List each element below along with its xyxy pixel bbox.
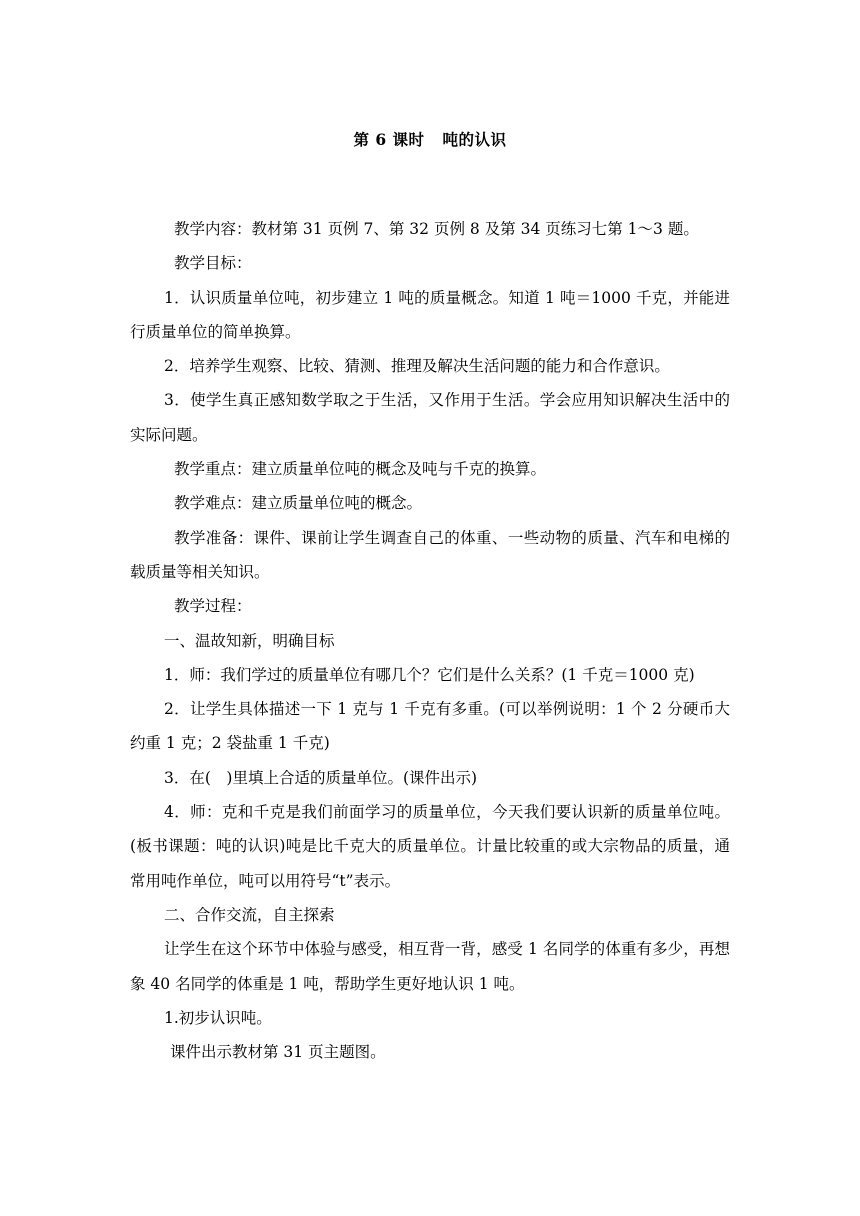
teaching-objectives-heading: 教学目标： bbox=[174, 254, 252, 273]
teaching-content: 教学内容：教材第 31 页例 7、第 32 页例 8 及第 34 页练习七第 1～3 题。 bbox=[174, 220, 699, 238]
section-heading-1: 一、温故知新，明确目标 bbox=[164, 631, 335, 650]
step-heading-1: 1.初步认识吨。 bbox=[164, 1008, 272, 1027]
teaching-preparation: 教学准备：课件、课前让学生调查自己的体重、一些动物的质量、汽车和电梯的载质量等相关知识。 bbox=[130, 528, 730, 581]
lesson-topic: 吨的认识 bbox=[442, 130, 507, 149]
teaching-key-point: 教学重点：建立质量单位吨的概念及吨与千克的换算。 bbox=[174, 460, 547, 479]
objective-item-3: 3．使学生真正感知数学取之于生活，又作用于生活。学会应用知识解决生活中的实际问题。 bbox=[130, 391, 730, 444]
lesson-body bbox=[130, 212, 730, 1069]
section-heading-2: 二、合作交流，自主探索 bbox=[164, 905, 335, 924]
review-item-2: 2．让学生具体描述一下 1 克与 1 千克有多重。(可以举例说明：1 个 2 分硬币大约重 1 克；2 袋盐重 1 千克) bbox=[130, 700, 730, 753]
courseware-note: 课件出示教材第 31 页主题图。 bbox=[170, 1043, 386, 1062]
teaching-difficulty: 教学难点：建立质量单位吨的概念。 bbox=[174, 494, 423, 513]
lesson-title bbox=[0, 128, 860, 150]
exploration-paragraph: 让学生在这个环节中体验与感受，相互背一背，感受 1 名同学的体重有多少，再想象 40 名同学的体重是 1 吨，帮助学生更好地认识 1 吨。 bbox=[130, 940, 730, 993]
review-item-1: 1．师：我们学过的质量单位有哪几个？它们是什么关系？(1 千克＝1000 克) bbox=[164, 665, 695, 684]
review-item-4: 4．师：克和千克是我们前面学习的质量单位，今天我们要认识新的质量单位吨。(板书课题：吨的认识)吨是比千克大的质量单位。计量比较重的或大宗物品的质量，通常用吨作单位，吨可以用符号“t”表示。 bbox=[130, 803, 730, 890]
objective-item-1: 1．认识质量单位吨，初步建立 1 吨的质量概念。知道 1 吨＝1000 千克，并能进行质量单位的简单换算。 bbox=[130, 288, 730, 341]
objective-item-2: 2．培养学生观察、比较、猜测、推理及解决生活问题的能力和合作意识。 bbox=[164, 357, 670, 376]
lesson-number: 第 6 课时 bbox=[353, 130, 425, 149]
teaching-process-heading: 教学过程： bbox=[174, 597, 252, 616]
review-item-3: 3．在( )里填上合适的质量单位。(课件出示) bbox=[164, 768, 478, 787]
